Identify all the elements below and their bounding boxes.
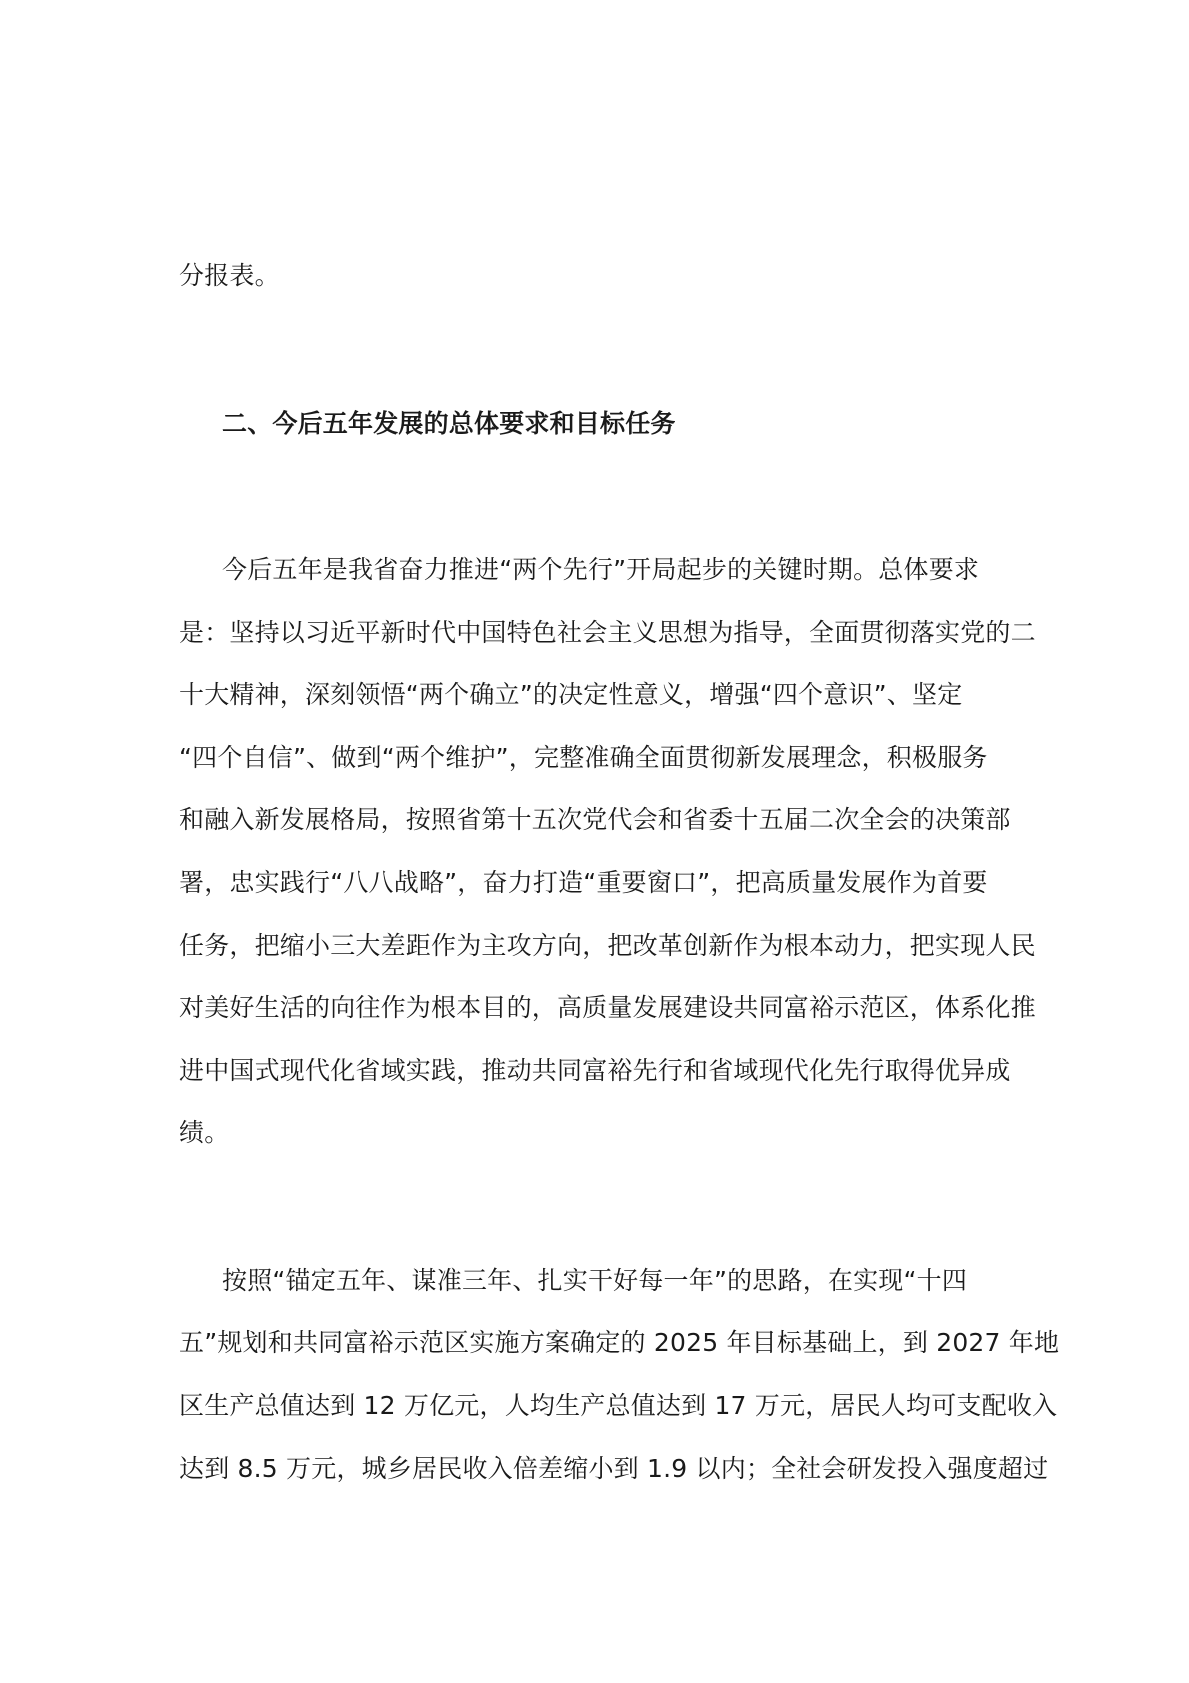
paragraph-line: 按照“锚定五年、谋准三年、扎实干好每一年”的思路，在实现“十四 [222,1266,968,1295]
paragraph-line: 绩。 [179,1118,230,1147]
paragraph-line: 是：坚持以习近平新时代中国特色社会主义思想为指导，全面贯彻落实党的二 [179,618,1036,647]
paragraph-line: 署，忠实践行“八八战略”，奋力打造“重要窗口”，把高质量发展作为首要 [179,868,988,897]
paragraph-line: 五”规划和共同富裕示范区实施方案确定的 2025 年目标基础上，到 2027 年地 [179,1328,1060,1357]
paragraph-line: 和融入新发展格局，按照省第十五次党代会和省委十五届二次全会的决策部 [179,805,1011,834]
paragraph-line: 区生产总值达到 12 万亿元，人均生产总值达到 17 万元，居民人均可支配收入 [179,1391,1058,1420]
paragraph-line: 任务，把缩小三大差距作为主攻方向，把改革创新作为根本动力，把实现人民 [179,931,1036,960]
continuation-line: 分报表。 [179,261,280,290]
paragraph-line: 十大精神，深刻领悟“两个确立”的决定性意义，增强“四个意识”、坚定 [179,680,963,709]
section-heading: 二、今后五年发展的总体要求和目标任务 [222,409,676,438]
paragraph-line: “四个自信”、做到“两个维护”，完整准确全面贯彻新发展理念，积极服务 [179,743,988,772]
paragraph-line: 进中国式现代化省域实践，推动共同富裕先行和省域现代化先行取得优异成 [179,1056,1011,1085]
paragraph-line: 对美好生活的向往作为根本目的，高质量发展建设共同富裕示范区，体系化推 [179,993,1036,1022]
paragraph-line: 今后五年是我省奋力推进“两个先行”开局起步的关键时期。总体要求 [222,555,980,584]
paragraph-line: 达到 8.5 万元，城乡居民收入倍差缩小到 1.9 以内；全社会研发投入强度超过 [179,1454,1049,1483]
